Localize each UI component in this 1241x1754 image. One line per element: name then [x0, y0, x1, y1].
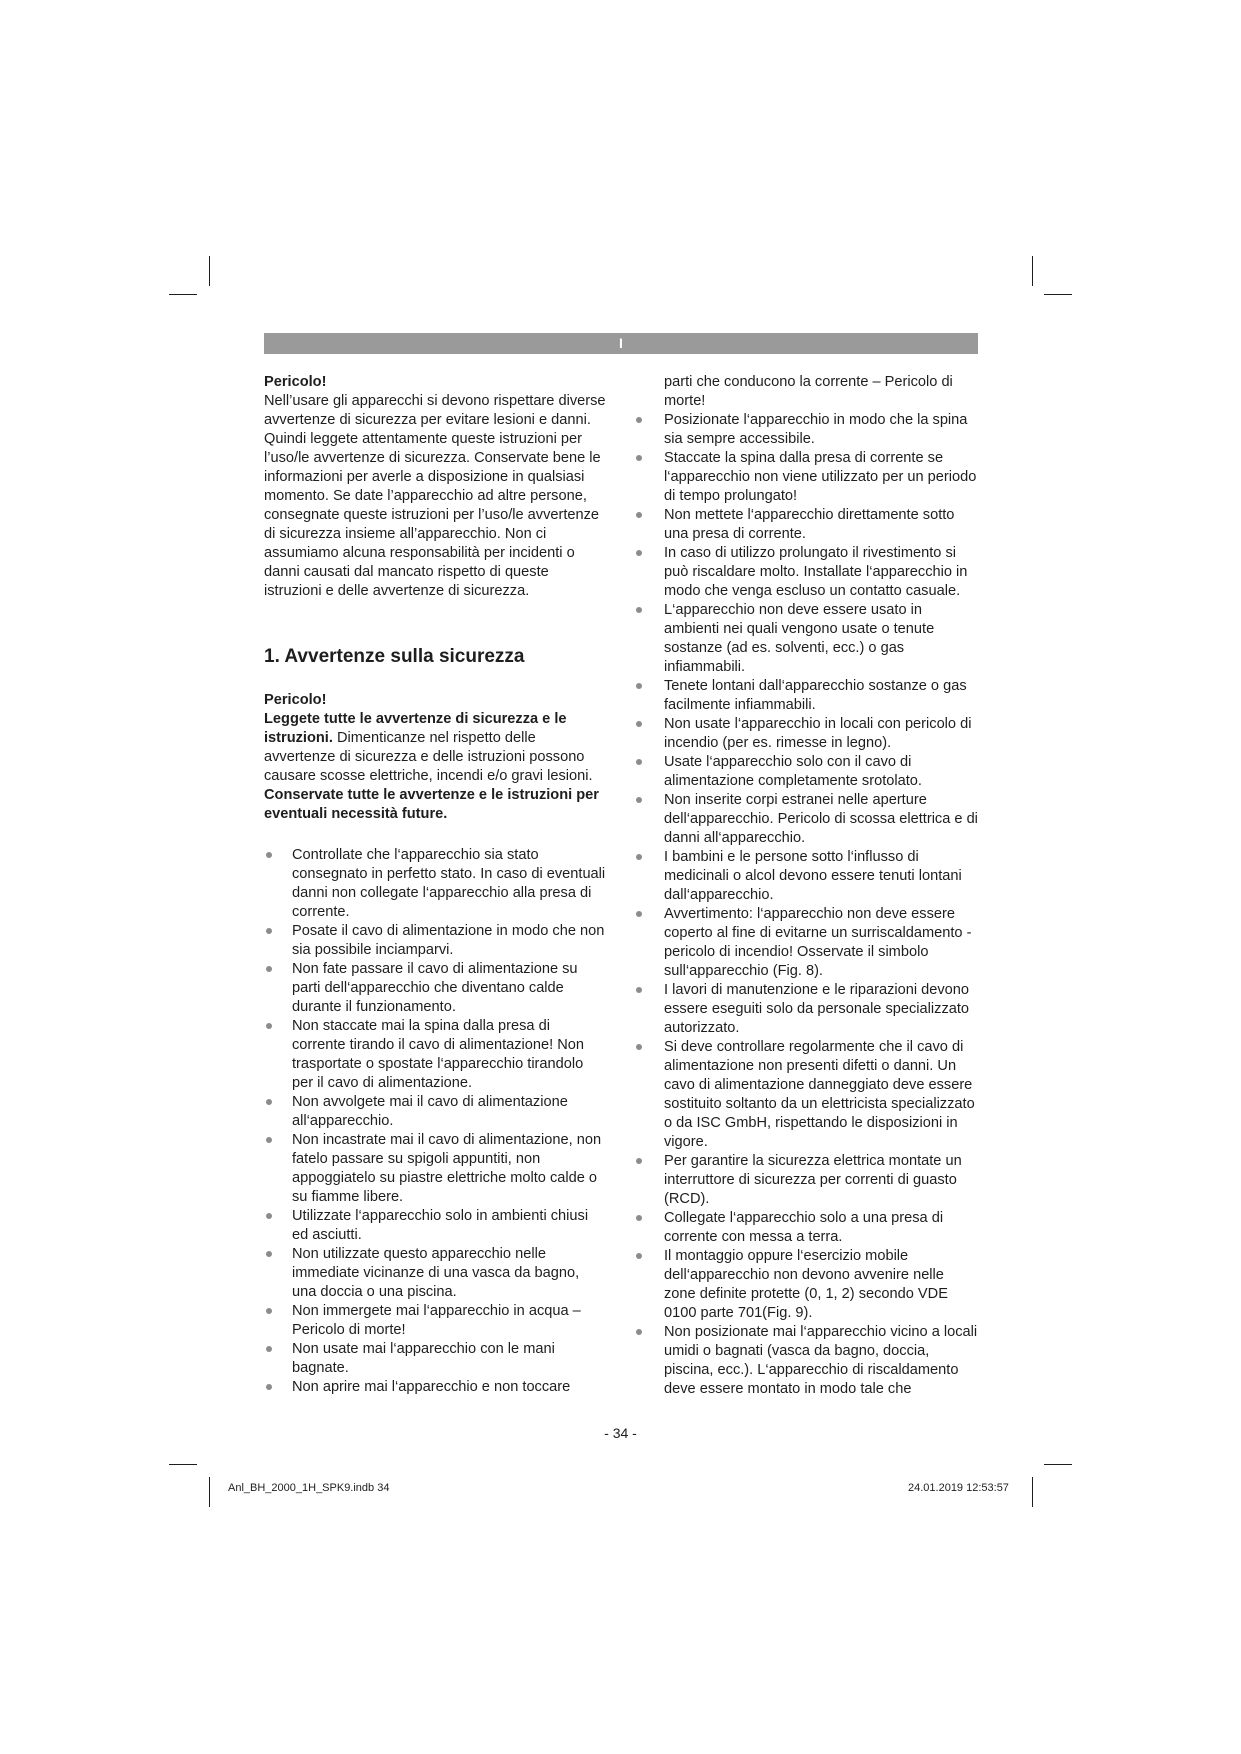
bullet-icon — [636, 1329, 642, 1335]
list-item: Non staccate mai la spina dalla presa di corrente tirando il cavo di alimentazione! Non trasportate o spostate l‘apparecchio tirandolo per il cavo di alimentazione. — [264, 1017, 606, 1093]
list-item: Non mettete l‘apparecchio direttamente sotto una presa di corrente. — [634, 506, 979, 544]
list-item: Avvertimento: l‘apparecchio non deve essere coperto al fine di evitarne un surriscaldamento - pericolo di incendio! Osservate il simbolo sull‘apparecchio (Fig. 8). — [634, 905, 979, 981]
bullet-icon — [266, 1023, 272, 1029]
crop-mark — [209, 256, 210, 286]
language-header-bar — [264, 333, 978, 354]
list-item: L‘apparecchio non deve essere usato in ambienti nei quali vengono usate o tenute sostanze (ad es. solventi, ecc.) o gas infiammabili. — [634, 601, 979, 677]
list-item: Non avvolgete mai il cavo di alimentazione all‘apparecchio. — [264, 1093, 606, 1131]
safety-list-right — [634, 411, 979, 1399]
read-all-bold: Leggete tutte le avvertenze di sicurezza e le istruzioni. — [264, 711, 567, 746]
list-item: Non fate passare il cavo di alimentazione su parti dell‘apparecchio che diventano calde durante il funzionamento. — [264, 960, 606, 1017]
list-item: Controllate che l‘apparecchio sia stato consegnato in perfetto stato. In caso di eventuali danni non collegate l‘apparecchio alla presa di corrente. — [264, 846, 606, 922]
list-item: Per garantire la sicurezza elettrica montate un interruttore di sicurezza per correnti di guasto (RCD). — [634, 1152, 979, 1209]
list-item: Non incastrate mai il cavo di alimentazione, non fatelo passare su spigoli appuntiti, non appoggiatelo su piastre elettriche molto calde o su fiamme libere. — [264, 1131, 606, 1207]
list-item: Tenete lontani dall‘apparecchio sostanze o gas facilmente infiammabili. — [634, 677, 979, 715]
list-item: Usate l‘apparecchio solo con il cavo di alimentazione completamente srotolato. — [634, 753, 979, 791]
bullet-icon — [266, 852, 272, 858]
continuation-text: parti che conducono la corrente – Pericolo di morte! — [664, 374, 953, 409]
list-item: Posate il cavo di alimentazione in modo che non sia possibile inciamparvi. — [264, 922, 606, 960]
footer-datetime: 24.01.2019 12:53:57 — [908, 1482, 1009, 1494]
left-column — [264, 373, 606, 1397]
warning-title-2: Pericolo! — [264, 692, 327, 708]
warning-title: Pericolo! — [264, 374, 327, 390]
bullet-icon — [636, 759, 642, 765]
bullet-icon — [266, 1384, 272, 1390]
intro-paragraph: Nell’usare gli apparecchi si devono rispettare diverse avvertenze di sicurezza per evitare lesioni e danni. Quindi leggete attentamente queste istruzioni per l’uso/le avvertenze di sicurezza. Conservate bene le informazioni per averle a disposizione in qualsiasi momento. Se date l’apparecchio ad altre persone, consegnate queste istruzioni per l’uso/le avvertenze di sicurezza insieme all’apparecchio. Non ci assumiamo alcuna responsabilità per incidenti o danni causati dal mancato rispetto di queste istruzioni e delle avvertenze di sicurezza. — [264, 393, 606, 599]
bullet-icon — [266, 1137, 272, 1143]
list-item: Non posizionate mai l‘apparecchio vicino a locali umidi o bagnati (vasca da bagno, doccia, piscina, ecc.). L‘apparecchio di riscaldamento deve essere montato in modo tale che — [634, 1323, 979, 1399]
section-title: 1. Avvertenze sulla sicurezza — [264, 646, 525, 667]
bullet-icon — [266, 1099, 272, 1105]
bullet-icon — [636, 455, 642, 461]
bullet-icon — [636, 607, 642, 613]
list-item: Non inserite corpi estranei nelle aperture dell‘apparecchio. Pericolo di scossa elettrica e di danni all‘apparecchio. — [634, 791, 979, 848]
crop-mark — [169, 294, 197, 295]
list-item: I lavori di manutenzione e le riparazioni devono essere eseguiti solo da personale specializzato autorizzato. — [634, 981, 979, 1038]
crop-mark — [169, 1464, 197, 1465]
page-number: - 34 - — [604, 1425, 637, 1441]
list-item: Collegate l‘apparecchio solo a una presa di corrente con messa a terra. — [634, 1209, 979, 1247]
bullet-icon — [636, 1215, 642, 1221]
list-item: Non usate l‘apparecchio in locali con pericolo di incendio (per es. rimesse in legno). — [634, 715, 979, 753]
list-item: Posizionate l‘apparecchio in modo che la spina sia sempre accessibile. — [634, 411, 979, 449]
footer-filename: Anl_BH_2000_1H_SPK9.indb 34 — [228, 1482, 390, 1494]
list-item: I bambini e le persone sotto l‘influsso di medicinali o alcol devono essere tenuti lontani dall‘apparecchio. — [634, 848, 979, 905]
bullet-icon — [266, 1346, 272, 1352]
list-item: Non utilizzate questo apparecchio nelle immediate vicinanze di una vasca da bagno, una doccia o una piscina. — [264, 1245, 606, 1302]
list-item: Non aprire mai l‘apparecchio e non toccare — [264, 1378, 606, 1397]
bullet-icon — [636, 854, 642, 860]
safety-list-left — [264, 846, 606, 1397]
right-column — [634, 373, 979, 1399]
read-all-paragraph — [264, 710, 606, 786]
bullet-icon — [636, 797, 642, 803]
bullet-icon — [266, 966, 272, 972]
bullet-icon — [636, 721, 642, 727]
crop-mark — [1032, 256, 1033, 286]
bullet-icon — [636, 1253, 642, 1259]
bullet-icon — [636, 683, 642, 689]
bullet-icon — [266, 1213, 272, 1219]
bullet-icon — [266, 928, 272, 934]
bullet-icon — [636, 550, 642, 556]
bullet-icon — [266, 1308, 272, 1314]
list-item: Non usate mai l‘apparecchio con le mani bagnate. — [264, 1340, 606, 1378]
list-item: Si deve controllare regolarmente che il cavo di alimentazione non presenti difetti o danni. Un cavo di alimentazione danneggiato deve essere sostituito soltanto da un elettricista specializzato o da ISC GmbH, rispettando le disposizioni in vigore. — [634, 1038, 979, 1152]
bullet-icon — [636, 987, 642, 993]
list-item: Utilizzate l‘apparecchio solo in ambienti chiusi ed asciutti. — [264, 1207, 606, 1245]
crop-mark — [1044, 1464, 1072, 1465]
list-item: Il montaggio oppure l‘esercizio mobile dell‘apparecchio non devono avvenire nelle zone definite protette (0, 1, 2) secondo VDE 0100 parte 701(Fig. 9). — [634, 1247, 979, 1323]
bullet-icon — [636, 417, 642, 423]
list-item: In caso di utilizzo prolungato il rivestimento si può riscaldare molto. Installate l‘apparecchio in modo che venga escluso un contatto casuale. — [634, 544, 979, 601]
list-item: Staccate la spina dalla presa di corrente se l‘apparecchio non viene utilizzato per un periodo di tempo prolungato! — [634, 449, 979, 506]
warning-block — [264, 691, 606, 824]
list-item: Non immergete mai l‘apparecchio in acqua – Pericolo di morte! — [264, 1302, 606, 1340]
crop-mark — [1044, 294, 1072, 295]
bullet-icon — [636, 1158, 642, 1164]
keep-instructions: Conservate tutte le avvertenze e le istruzioni per eventuali necessità future. — [264, 787, 599, 822]
read-all-text: Dimenticanze nel rispetto delle avvertenze di sicurezza e delle istruzioni possono causare scosse elettriche, incendi e/o gravi lesioni. — [264, 730, 593, 784]
language-label: I — [619, 335, 623, 351]
bullet-icon — [636, 1044, 642, 1050]
bullet-icon — [636, 911, 642, 917]
crop-mark — [1032, 1477, 1033, 1507]
bullet-icon — [266, 1251, 272, 1257]
crop-mark — [209, 1477, 210, 1507]
bullet-icon — [636, 512, 642, 518]
